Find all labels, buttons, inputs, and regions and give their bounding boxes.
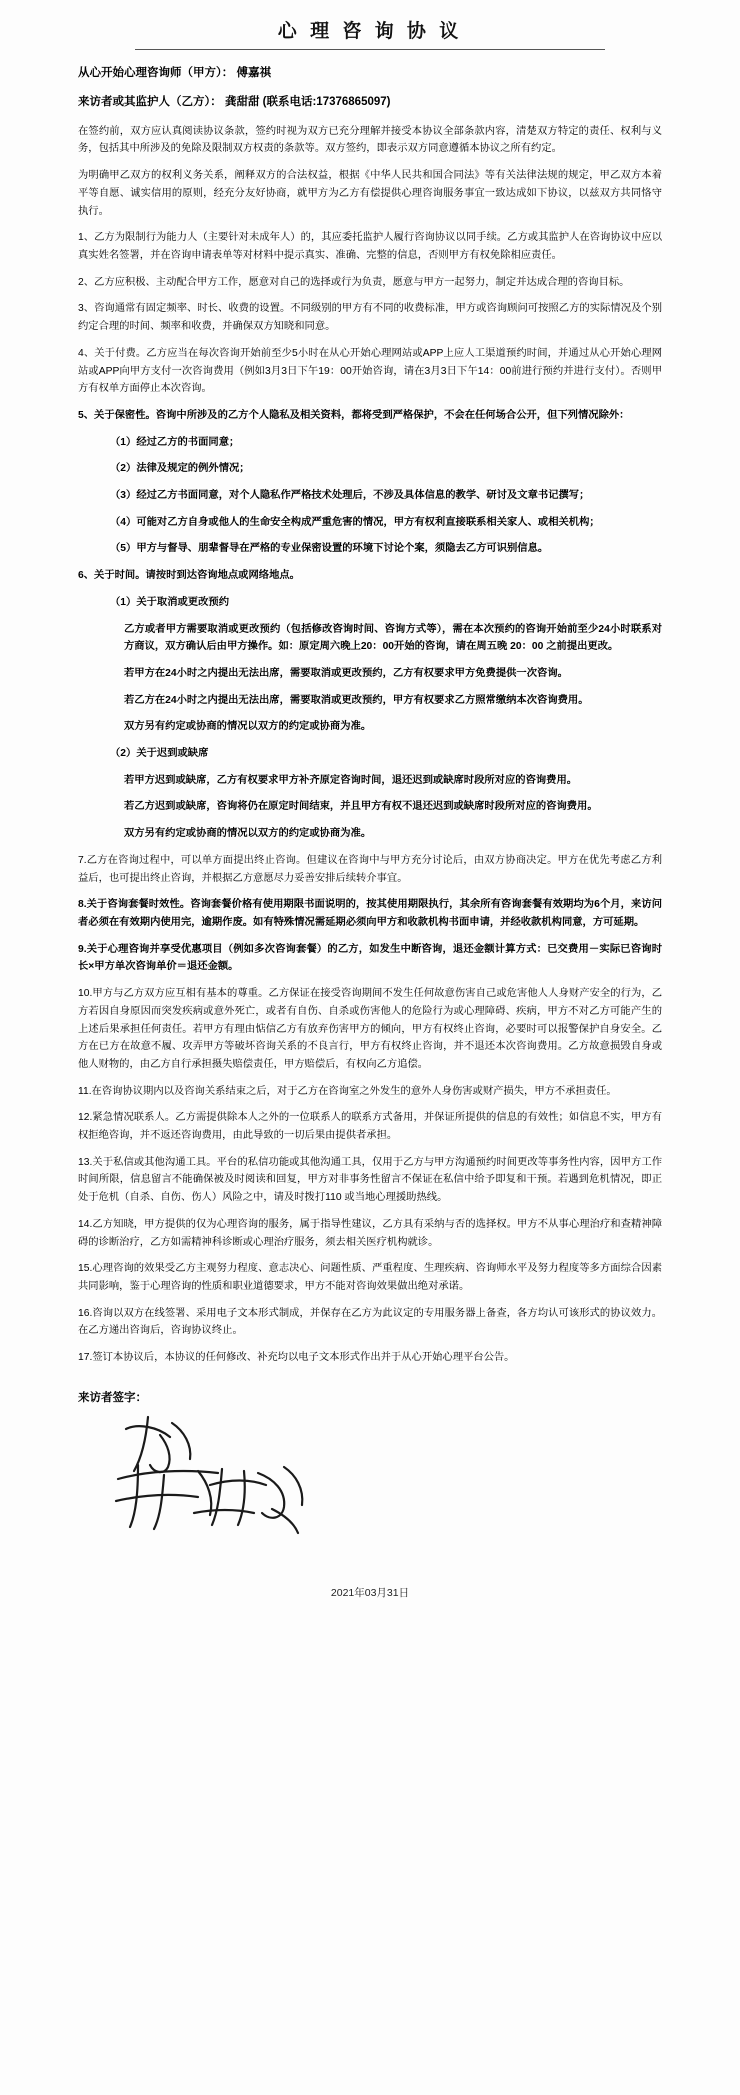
clause-paragraph: 为明确甲乙双方的权利义务关系，阐释双方的合法权益，根据《中华人民共和国合同法》等有关法律法规的规定，甲乙双方本着平等自愿、诚实信用的原则，经充分友好协商，就甲方为乙方有偿提供心理咨询服务事宜一致达成如下协议，以兹双方共同恪守执行。 [78,170,662,217]
document-body [0,64,740,1620]
clause-paragraph: 13.关于私信或其他沟通工具。平台的私信功能或其他沟通工具，仅用于乙方与甲方沟通预约时间更改等事务性内容，因甲方工作时间所限，信息留言不能确保被及时阅读和回复，甲方对非事务性留言不保证在私信中给予即复和干预。若遇到危机情况，即正处于危机（自杀、自伤、伤人）风险之中，请及时拨打110 或当地心理援助热线。 [78,1156,662,1204]
party-b-line: 来访者或其监护人（乙方）： 龚甜甜 (联系电话:17376865097) [78,96,391,109]
clause-paragraph: 2、乙方应积极、主动配合甲方工作，愿意对自己的选择或行为负责，愿意与甲方一起努力，制定并达成合理的咨询目标。 [78,276,630,288]
signature-area [88,1409,662,1559]
clause-paragraph: 在签约前，双方应认真阅读协议条款，签约时视为双方已充分理解并接受本协议全部条款内容，清楚双方特定的责任、权利与义务，包括其中所涉及的免除及限制双方权责的条款等。双方签约，即表示双方同意遵循本协议之所有约定。 [78,125,662,155]
clause-paragraph: （2）法律及规定的例外情况； [110,463,250,475]
clause-paragraph: 若乙方在24小时之内提出无法出席，需要取消或更改预约，甲方有权要求乙方照常缴纳本次咨询费用。 [124,694,589,706]
clause-paragraph: 17.签订本协议后，本协议的任何修改、补充均以电子文本形式作出并于从心开始心理平台公告。 [78,1352,515,1364]
clause-paragraph: 若甲方在24小时之内提出无法出席，需要取消或更改预约，乙方有权要求甲方免费提供一次咨询。 [124,667,568,679]
clause-paragraph: 双方另有约定或协商的情况以双方的约定或协商为准。 [124,828,372,840]
clause-paragraph: （2）关于迟到或缺席 [110,748,209,760]
clause-paragraph: 12.紧急情况联系人。乙方需提供除本人之外的一位联系人的联系方式备用，并保证所提供的信息的有效性；如信息不实，甲方有权拒绝咨询，并不返还咨询费用，由此导致的一切后果由提供者承担。 [78,1112,662,1142]
clause-paragraph: 若甲方迟到或缺席，乙方有权要求甲方补齐原定咨询时间，退还迟到或缺席时段所对应的咨询费用。 [124,774,578,786]
clause-paragraph: 1、乙方为限制行为能力人（主要针对未成年人）的，其应委托监护人履行咨询协议以同手续。乙方或其监护人在咨询协议中应以真实姓名签署，并在咨询申请表单等对材料中提示真实、准确、完整的信息，否则甲方有权免除相应责任。 [78,232,662,261]
clause-paragraph: 乙方或者甲方需要取消或更改预约（包括修改咨询时间、咨询方式等），需在本次预约的咨询开始前至少24小时联系对方商议，双方确认后由甲方操作。如：原定周六晚上20：00开始的咨询，请在周五晚 20：00 之前提出更改。 [124,623,662,653]
clause-paragraph: （1）经过乙方的书面同意； [110,436,240,448]
clause-paragraph: 3、咨询通常有固定频率、时长、收费的设置。不同级别的甲方有不同的收费标准，甲方或咨询顾问可按照乙方的实际情况及个别约定合理的时间、频率和收费，并确保双方知晓和同意。 [78,303,662,333]
clause-paragraph: 14.乙方知晓，甲方提供的仅为心理咨询的服务，属于指导性建议，乙方具有采纳与否的选择权。甲方不从事心理治疗和查精神障碍的诊断治疗，乙方如需精神科诊断或心理治疗服务，须去相关医疗机构就诊。 [78,1218,662,1248]
signature-label: 来访者签字： [78,1391,147,1404]
clause-list [78,123,662,1367]
clause-paragraph: 8.关于咨询套餐时效性。咨询套餐价格有使用期限书面说明的，按其使用期限执行，其余所有咨询套餐有效期均为6个月，来访问者必须在有效期内使用完，逾期作废。如有特殊情况需延期必须向甲方和收款机构书面申请，并经收款机构同意，方可延期。 [78,899,662,928]
clause-paragraph: 6、关于时间。请按时到达咨询地点或网络地点。 [78,570,300,582]
clause-paragraph: 9.关于心理咨询并享受优惠项目（例如多次咨询套餐）的乙方，如发生中断咨询，退还金额计算方式：已交费用－实际已咨询时长×甲方单次咨询单价＝退还金额。 [78,943,662,973]
clause-paragraph: 若乙方迟到或缺席，咨询将仍在原定时间结束，并且甲方有权不退还迟到或缺席时段所对应的咨询费用。 [124,801,598,813]
title-divider [135,49,605,50]
clause-paragraph: 10.甲方与乙方双方应互相有基本的尊重。乙方保证在接受咨询期间不发生任何故意伤害自己或危害他人人身财产安全的行为，乙方若因自身原因而突发疾病或意外死亡，或者有自伤、自杀或伤害他人的危险行为或心理障碍、疾病，甲方不对乙方可能产生的上述后果承担任何责任。若甲方有理由惦信乙方有放弃伤害甲方的倾向，甲方有权终止咨询，必要时可以报警保护自身安全。乙方在已方在故意不履、攻弄甲方等破坏咨询关系的不良言行，甲方有权终止咨询，并不退还本次咨询费用。乙方故意损毁自身或他人财物的，由乙方自行承担摄失赔偿责任，甲方赔偿后，有权向乙方追偿。 [78,988,662,1070]
clause-paragraph: 5、关于保密性。咨询中所涉及的乙方个人隐私及相关资料，都将受到严格保护，不会在任何场合公开，但下列情况除外： [78,409,630,421]
handwritten-signature-icon [98,1409,358,1559]
clause-paragraph: 双方另有约定或协商的情况以双方的约定或协商为准。 [124,721,372,733]
clause-paragraph: 11.在咨询协议期内以及咨询关系结束之后，对于乙方在咨询室之外发生的意外人身伤害或财产损失，甲方不承担责任。 [78,1085,617,1097]
clause-paragraph: （3）经过乙方书面同意，对个人隐私作严格技术处理后，不涉及具体信息的教学、研讨及文章书记撰写； [110,490,590,502]
clause-paragraph: 4、关于付费。乙方应当在每次咨询开始前至少5小时在从心开始心理网站或APP上应人工渠道预约时间，并通过从心开始心理网站或APP向甲方支付一次咨询费用（例如3月3日下午19：00开始咨询，请在3月3日下午14：00前进行预约并进行支付）。否则甲方有权单方面停止本次咨询。 [78,347,662,395]
clause-paragraph: 15.心理咨询的效果受乙方主观努力程度、意志决心、问题性质、严重程度、生理疾病、咨询师水平及努力程度等多方面综合因素共同影响，鉴于心理咨询的性质和职业道德要求，甲方不能对咨询效果做出绝对承诺。 [78,1263,662,1292]
party-a-line: 从心开始心理咨询师（甲方）： 傅嘉祺 [78,67,271,79]
clause-paragraph: （4）可能对乙方自身或他人的生命安全构成严重危害的情况，甲方有权利直接联系相关家人、或相关机构； [110,516,600,528]
page-title: 心 理 咨 询 协 议 [277,21,463,42]
clause-paragraph: （1）关于取消或更改预约 [110,596,229,608]
clause-paragraph: （5）甲方与督导、朋辈督导在严格的专业保密设置的环境下讨论个案，须隐去乙方可识别信息。 [110,543,549,555]
signature-date: 2021年03月31日 [330,1586,410,1599]
clause-paragraph: 7.乙方在咨询过程中，可以单方面提出终止咨询。但建议在咨询中与甲方充分讨论后，由双方协商决定。甲方在优先考虑乙方利益后，也可提出终止咨询，并根据乙方意愿尽力妥善安排后续转介事宜。 [78,854,662,884]
clause-paragraph: 16.咨询以双方在线签署、采用电子文本形式制成，并保存在乙方为此议定的专用服务器上备查，各方均认可该形式的协议效力。在乙方递出咨询后，咨询协议终止。 [78,1307,662,1337]
